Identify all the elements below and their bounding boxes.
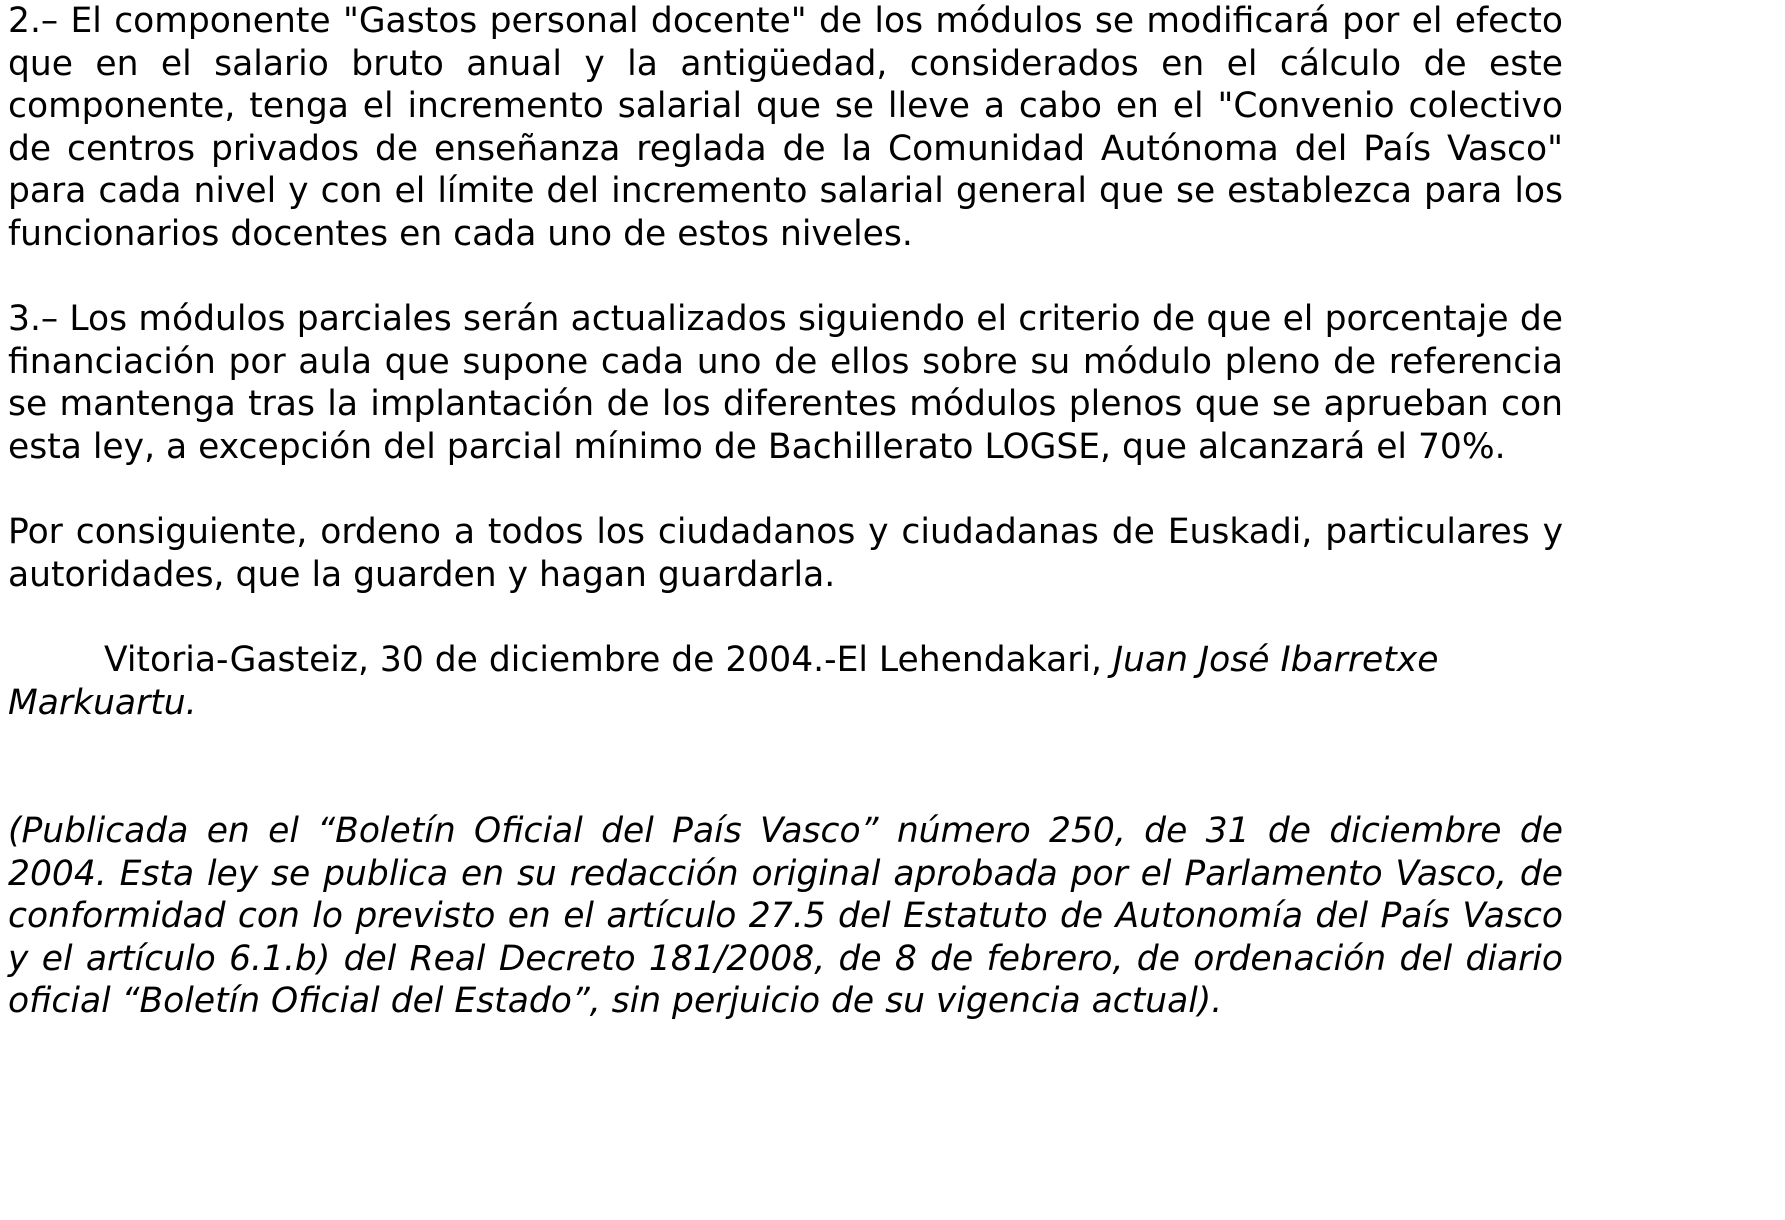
document-page: [8, 0, 1563, 1023]
paragraph-3: 3.– Los módulos parciales serán actualizados siguiendo el criterio de que el porcentaje de financiación por aula que supone cada uno de ellos sobre su módulo pleno de referencia se mantenga tras la implantación de los diferentes módulos plenos que se aprueban con esta ley, a excepción del parcial mínimo de Bachillerato LOGSE, que alcanzará el 70%.: [8, 299, 1563, 467]
signature-signer: Juan José Ibarretxe Markuartu.: [8, 640, 1439, 723]
publication-note: (Publicada en el “Boletín Oficial del País Vasco” número 250, de 31 de diciembre de 2004. Esta ley se publica en su redacción original aprobada por el Parlamento Vasco, de conformidad con lo previsto en el artículo 27.5 del Estatuto de Autonomía del País Vasco y el artículo 6.1.b) del Real Decreto 181/2008, de 8 de febrero, de ordenación del diario oficial “Boletín Oficial del Estado”, sin perjuicio de su vigencia actual).: [8, 811, 1563, 1021]
paragraph-2: 2.– El componente "Gastos personal docente" de los módulos se modificará por el efecto que en el salario bruto anual y la antigüedad, considerados en el cálculo de este componente, tenga el incremento salarial que se lleve a cabo en el "Convenio colectivo de centros privados de enseñanza reglada de la Comunidad Autónoma del País Vasco" para cada nivel y con el límite del incremento salarial general que se establezca para los funcionarios docentes en cada uno de estos niveles.: [8, 1, 1563, 254]
order-paragraph: Por consiguiente, ordeno a todos los ciudadanos y ciudadanas de Euskadi, particulares y autoridades, que la guarden y hagan guardarla.: [8, 512, 1563, 595]
signature-line: [8, 639, 1563, 724]
signature-place-date: Vitoria-Gasteiz, 30 de diciembre de 2004.-El Lehendakari,: [104, 640, 1113, 680]
